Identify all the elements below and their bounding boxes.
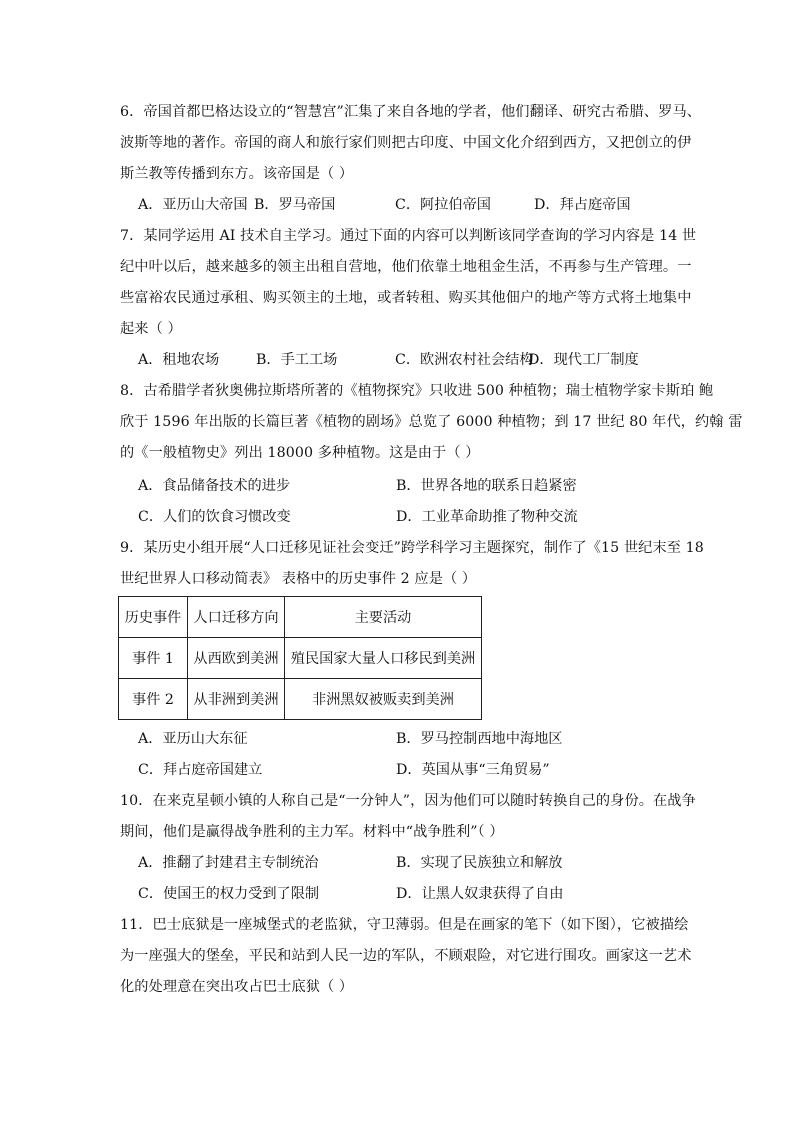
q6-option-a[interactable]: A．亚历山大帝国 <box>138 197 248 213</box>
q7-option-c[interactable]: C．欧洲农村社会结构 <box>395 352 534 368</box>
q10-options-row-1 <box>138 853 698 873</box>
q6-line-1: 6．帝国首都巴格达设立的“智慧宫”汇集了来自各地的学者，他们翻译、研究古希腊、罗马、 <box>120 104 702 120</box>
table-cell: 殖民国家大量人口移民到美洲 <box>285 638 482 679</box>
q8-option-d[interactable]: D．工业革命助推了物种交流 <box>396 509 578 525</box>
q7-option-b[interactable]: B．手工工场 <box>256 352 338 368</box>
q7-line-1: 7．某同学运用 AI 技术自主学习。通过下面的内容可以判断该同学查询的学习内容是 14 世 <box>120 228 697 244</box>
table-cell: 事件 2 <box>119 679 188 720</box>
q10-line-2: 期间，他们是赢得战争胜利的主力军。材料中“战争胜利”（ ） <box>120 824 504 840</box>
q10-option-c[interactable]: C．使国王的权力受到了限制 <box>138 886 320 902</box>
q10-line-1: 10．在来克星顿小镇的人称自己是“一分钟人”，因为他们可以随时转换自己的身份。在战争 <box>120 793 696 809</box>
q6-option-d[interactable]: D．拜占庭帝国 <box>534 197 631 213</box>
q10-options-row-2 <box>138 884 698 904</box>
q9-option-c[interactable]: C．拜占庭帝国建立 <box>138 762 263 778</box>
migration-table <box>118 596 482 720</box>
table-cell: 从非洲到美洲 <box>188 679 285 720</box>
q8-options-row-1 <box>138 476 698 496</box>
q7-line-4: 起来（ ） <box>120 321 182 337</box>
table-header-cell: 人口迁移方向 <box>188 597 285 638</box>
table-header-cell: 历史事件 <box>119 597 188 638</box>
q8-options-row-2 <box>138 507 698 527</box>
q8-line-2: 欣于 1596 年出版的长篇巨著《植物的剧场》总览了 6000 种植物；到 17 世纪 80 年代，约翰 雷 <box>120 414 743 430</box>
q9-line-2: 世纪世界人口移动简表》 表格中的历史事件 2 应是（ ） <box>120 571 477 587</box>
q7-option-a[interactable]: A．租地农场 <box>138 352 220 368</box>
table-header-cell: 主要活动 <box>285 597 482 638</box>
q11-line-3: 化的处理意在突出攻占巴士底狱（ ） <box>120 979 354 995</box>
q8-option-a[interactable]: A．食品储备技术的进步 <box>138 478 291 494</box>
q9-option-d[interactable]: D．英国从事“三角贸易” <box>396 762 550 778</box>
q8-line-3: 的《一般植物史》列出 18000 多种植物。这是由于（ ） <box>120 445 480 461</box>
q6-line-2: 波斯等地的著作。帝国的商人和旅行家们则把古印度、中国文化介绍到西方，又把创立的伊 <box>120 135 692 151</box>
table-cell: 非洲黑奴被贩卖到美洲 <box>285 679 482 720</box>
q10-option-a[interactable]: A．推翻了封建君主专制统治 <box>138 855 319 871</box>
q9-option-a[interactable]: A．亚历山大东征 <box>138 731 248 747</box>
q7-line-3: 些富裕农民通过承租、购买领主的土地，或者转租、购买其他佃户的地产等方式将土地集中 <box>120 290 692 306</box>
q8-option-b[interactable]: B．世界各地的联系日趋紧密 <box>396 478 577 494</box>
q9-options-row-1 <box>138 729 698 749</box>
q9-options-row-2 <box>138 760 698 780</box>
table-row <box>119 679 482 720</box>
table-cell: 从西欧到美洲 <box>188 638 285 679</box>
q9-option-b[interactable]: B．罗马控制西地中海地区 <box>396 731 563 747</box>
q7-options <box>138 350 698 370</box>
q8-line-1: 8．古希腊学者狄奥佛拉斯塔所著的《植物探究》只收进 500 种植物；瑞士植物学家卡斯珀 鲍 <box>120 383 714 399</box>
q6-option-c[interactable]: C．阿拉伯帝国 <box>395 197 491 213</box>
table-header-row <box>119 597 482 638</box>
q6-line-3: 斯兰教等传播到东方。该帝国是（ ） <box>120 166 354 182</box>
q9-line-1: 9．某历史小组开展“人口迁移见证社会变迁”跨学科学习主题探究，制作了《15 世纪末至 18 <box>120 540 704 556</box>
table-cell: 事件 1 <box>119 638 188 679</box>
q10-option-b[interactable]: B．实现了民族独立和解放 <box>396 855 563 871</box>
q8-option-c[interactable]: C．人们的饮食习惯改变 <box>138 509 291 525</box>
q6-option-b[interactable]: B．罗马帝国 <box>254 197 336 213</box>
q11-line-2: 为一座强大的堡垒，平民和站到人民一边的军队，不顾艰险，对它进行围攻。画家这一艺术 <box>120 948 692 964</box>
q7-option-d[interactable]: D．现代工厂制度 <box>528 352 639 368</box>
q10-option-d[interactable]: D．让黑人奴隶获得了自由 <box>396 886 564 902</box>
q6-options <box>138 195 698 215</box>
q7-line-2: 纪中叶以后，越来越多的领主出租自营地，他们依靠土地租金生活，不再参与生产管理。一 <box>120 259 692 275</box>
table-row <box>119 638 482 679</box>
q11-line-1: 11．巴士底狱是一座城堡式的老监狱，守卫薄弱。但是在画家的笔下（如下图），它被描绘 <box>120 917 689 933</box>
